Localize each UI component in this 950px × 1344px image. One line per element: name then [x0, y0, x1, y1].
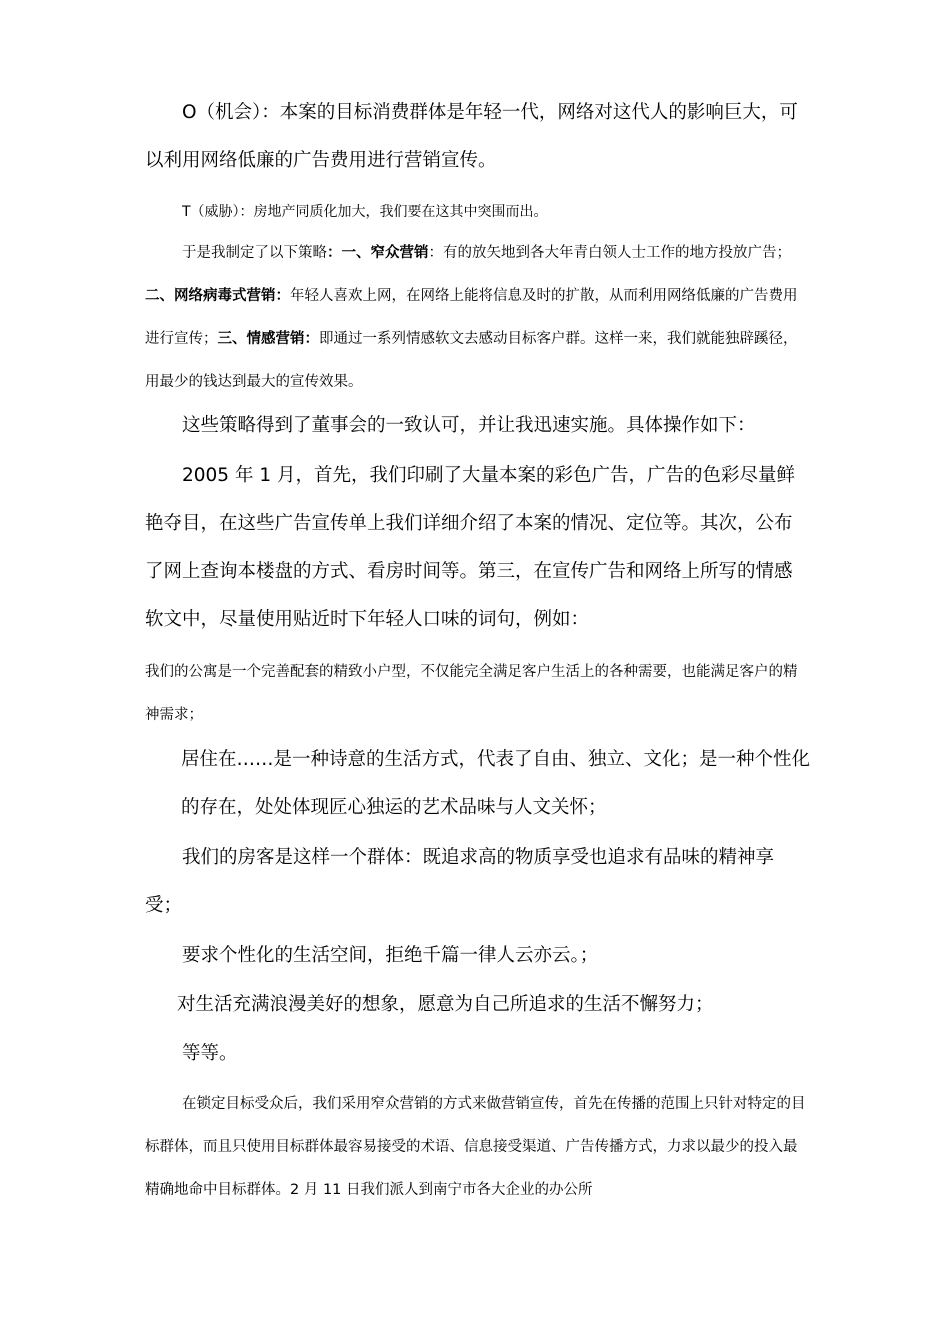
- paragraph-example-apartment: 我们的公寓是一个完善配套的精致小户型，不仅能完全满足客户生活上的各种需要，也能满足客户的精神需求；: [145, 664, 798, 723]
- strategy-1-label: ：一、窄众营销: [327, 245, 429, 261]
- strategy-2-text: 年轻人喜欢上网，在网络上能将信息及时的扩散，从而利用网络低廉的广告费用进行宣传；: [145, 288, 798, 347]
- paragraph-strategies: [145, 232, 810, 404]
- paragraph-operations: 2005 年 1 月，首先，我们印刷了大量本案的彩色广告，广告的色彩尽量鲜艳夺目，在这些广告宣传单上我们详细介绍了本案的情况、定位等。其次，公布了网上查询本楼盘的方式、看房时间等。第三，在宣传广告和网络上所写的情感软文中，尽量使用贴近时下年轻人口味的词句，例如：: [145, 465, 795, 630]
- strategies-intro: 于是我制定了以下策略: [182, 245, 327, 261]
- strategy-1-text: ：有的放矢地到各大年青白领人士工作的地方投放广告；: [428, 245, 791, 261]
- paragraph-example-living: 居住在……是一种诗意的生活方式，代表了自由、独立、文化；是一种个性化的存在，处处体现匠心独运的艺术品味与人文关怀；: [181, 749, 811, 818]
- paragraph-etc: 等等。: [182, 1043, 238, 1064]
- paragraph-threat: T（威胁）：房地产同质化加大，我们要在这其中突围而出。: [182, 204, 548, 220]
- strategy-3-label: 三、情感营销：: [217, 331, 319, 347]
- paragraph-approval: 这些策略得到了董事会的一致认可，并让我迅速实施。具体操作如下：: [182, 415, 756, 436]
- paragraph-example-residents: 我们的房客是这样一个群体：既追求高的物质享受也追求有品味的精神享受；: [145, 847, 775, 916]
- strategy-2-label: 二、网络病毒式营销：: [145, 288, 290, 304]
- paragraph-narrow-marketing: 在锁定目标受众后，我们采用窄众营销的方式来做营销宣传，首先在传播的范围上只针对特定的目标群体，而且只使用目标群体最容易接受的术语、信息接受渠道、广告传播方式，力求以最少的投入最精确地命中目标群体。2 月 11 日我们派人到南宁市各大企业的办公所: [145, 1096, 806, 1198]
- paragraph-example-romantic: 对生活充满浪漫美好的想象，愿意为自己所追求的生活不懈努力；: [177, 994, 714, 1015]
- paragraph-opportunity: O（机会）：本案的目标消费群体是年轻一代，网络对这代人的影响巨大，可以利用网络低廉的广告费用进行营销宣传。: [145, 102, 798, 171]
- strategy-3-text: 即通过一系列情感软文去感动目标客户群。这样一来，我们就能独辟蹊径，用最少的钱达到最大的宣传效果。: [145, 331, 798, 390]
- paragraph-example-personalized: 要求个性化的生活空间，拒绝千篇一律人云亦云。；: [182, 945, 599, 966]
